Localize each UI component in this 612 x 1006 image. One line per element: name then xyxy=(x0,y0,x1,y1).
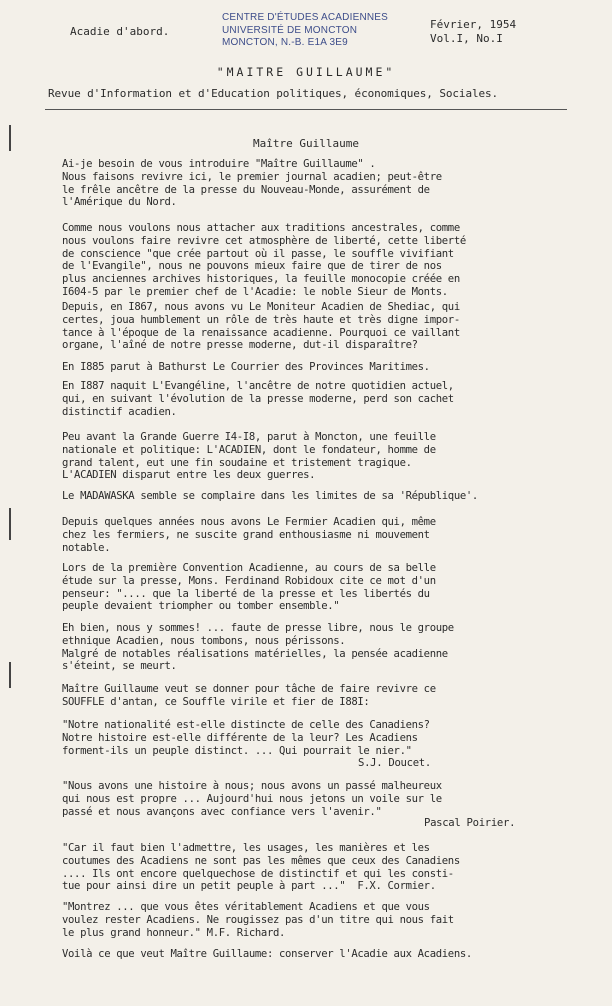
motto: Acadie d'abord. xyxy=(70,25,170,38)
paragraph: Maître Guillaume veut se donner pour tâche de faire revivre ce SOUFFLE d'antan, ce Souffle virile et fier de I88I: xyxy=(62,683,436,708)
paragraph: Le MADAWASKA semble se complaire dans les limites de sa 'République'. xyxy=(62,490,478,502)
library-stamp xyxy=(222,12,388,50)
paragraph: En I885 parut à Bathurst Le Courrier des Provinces Maritimes. xyxy=(62,361,430,373)
paragraph: Depuis, en I867, nous avons vu Le Moniteur Acadien de Shediac, qui certes, joua humblement un rôle de très haute et très digne impor- tance à l'époque de la renaissance acadienne. Pourquoi ce vaillant organe, l'aîné de notre presse moderne, dut-il disparaître? xyxy=(62,301,460,352)
paragraph: Lors de la première Convention Acadienne, au cours de sa belle étude sur la presse, Mons. Ferdinand Robidoux cite ce mot d'un penseur: ".... que la liberté de la presse et les libertés du peuple devaient triompher ou tomber ensemble." xyxy=(62,562,436,613)
masthead-title: "MAITRE GUILLAUME" xyxy=(216,65,396,79)
article-title: Maître Guillaume xyxy=(253,137,359,150)
issue-date: Février, 1954 xyxy=(430,18,517,31)
stamp-line: CENTRE D'ÉTUDES ACADIENNES xyxy=(222,12,389,23)
paragraph: Ai-je besoin de vous introduire "Maître Guillaume" . Nous faisons revivre ici, le premier journal acadien; peut-être le frêle ancêtre de la presse du Nouveau-Monde, assurément de l'Amérique du Nord. xyxy=(62,158,442,209)
quote: "Notre nationalité est-elle distincte de celle des Canadiens? Notre histoire est-elle différente de la leur? Les Acadiens forment-ils un peuple distinct. ... Qui pourrait le nier." xyxy=(62,719,430,757)
stamp-line: MONCTON, N.-B. E1A 3E9 xyxy=(222,37,348,48)
quote: "Nous avons une histoire à nous; nous avons un passé malheureux qui nous est propre ... Aujourd'hui nous jetons un voile sur le passé et nous avançons avec confiance vers l'avenir." xyxy=(62,780,442,818)
header-rule xyxy=(45,109,567,110)
issue-volume: Vol.I, No.I xyxy=(430,32,503,45)
paragraph: Comme nous voulons nous attacher aux traditions ancestrales, comme nous voulons faire revivre cet atmosphère de liberté, cette liberté de conscience "que crée partout où il passe, le souffle vivifiant de l'Evangile", nous ne pouvons mieux faire que de tirer de nos plus anciennes archives historiques, la feuille monocopie créée en I604-5 par le premier chef de l'Acadie: le noble Sieur de Monts. xyxy=(62,222,466,298)
signature: S.J. Doucet. xyxy=(358,757,431,769)
closing-line: Voilà ce que veut Maître Guillaume: conserver l'Acadie aux Acadiens. xyxy=(62,948,472,960)
paragraph: En I887 naquit L'Evangéline, l'ancêtre de notre quotidien actuel, qui, en suivant l'évolution de la presse moderne, perd son cachet distinctif acadien. xyxy=(62,380,454,418)
signature: Pascal Poirier. xyxy=(424,817,516,829)
quote: "Montrez ... que vous êtes véritablement Acadiens et que vous voulez rester Acadiens. Ne rougissez pas d'un titre qui nous fait le plus grand honneur." M.F. Richard. xyxy=(62,901,454,939)
masthead-subtitle: Revue d'Information et d'Education politiques, économiques, Sociales. xyxy=(48,87,499,100)
paragraph: Peu avant la Grande Guerre I4-I8, parut à Moncton, une feuille nationale et politique: L'ACADIEN, dont le fondateur, homme de grand talent, eut une fin soudaine et tristement tragique. L'ACADIEN disparut entre les deux guerres. xyxy=(62,431,436,482)
margin-mark xyxy=(9,662,11,688)
issue-info xyxy=(430,18,516,46)
paragraph: Eh bien, nous y sommes! ... faute de presse libre, nous le groupe ethnique Acadien, nous tombons, nous périssons. Malgré de notables réalisations matérielles, la pensée acadienne s'éteint, se meurt. xyxy=(62,622,454,673)
margin-mark xyxy=(9,508,11,540)
paragraph: Depuis quelques années nous avons Le Fermier Acadien qui, même chez les fermiers, ne suscite grand enthousiasme ni mouvement notable. xyxy=(62,516,436,554)
quote: "Car il faut bien l'admettre, les usages, les manières et les coutumes des Acadiens ne sont pas les mêmes que ceux des Canadiens .... Ils ont encore quelquechose de distinctif et qui les consti- tue pour ainsi dire un petit peuple à part ..." F.X. Cormier. xyxy=(62,842,460,893)
stamp-line: UNIVERSITÉ DE MONCTON xyxy=(222,24,358,36)
